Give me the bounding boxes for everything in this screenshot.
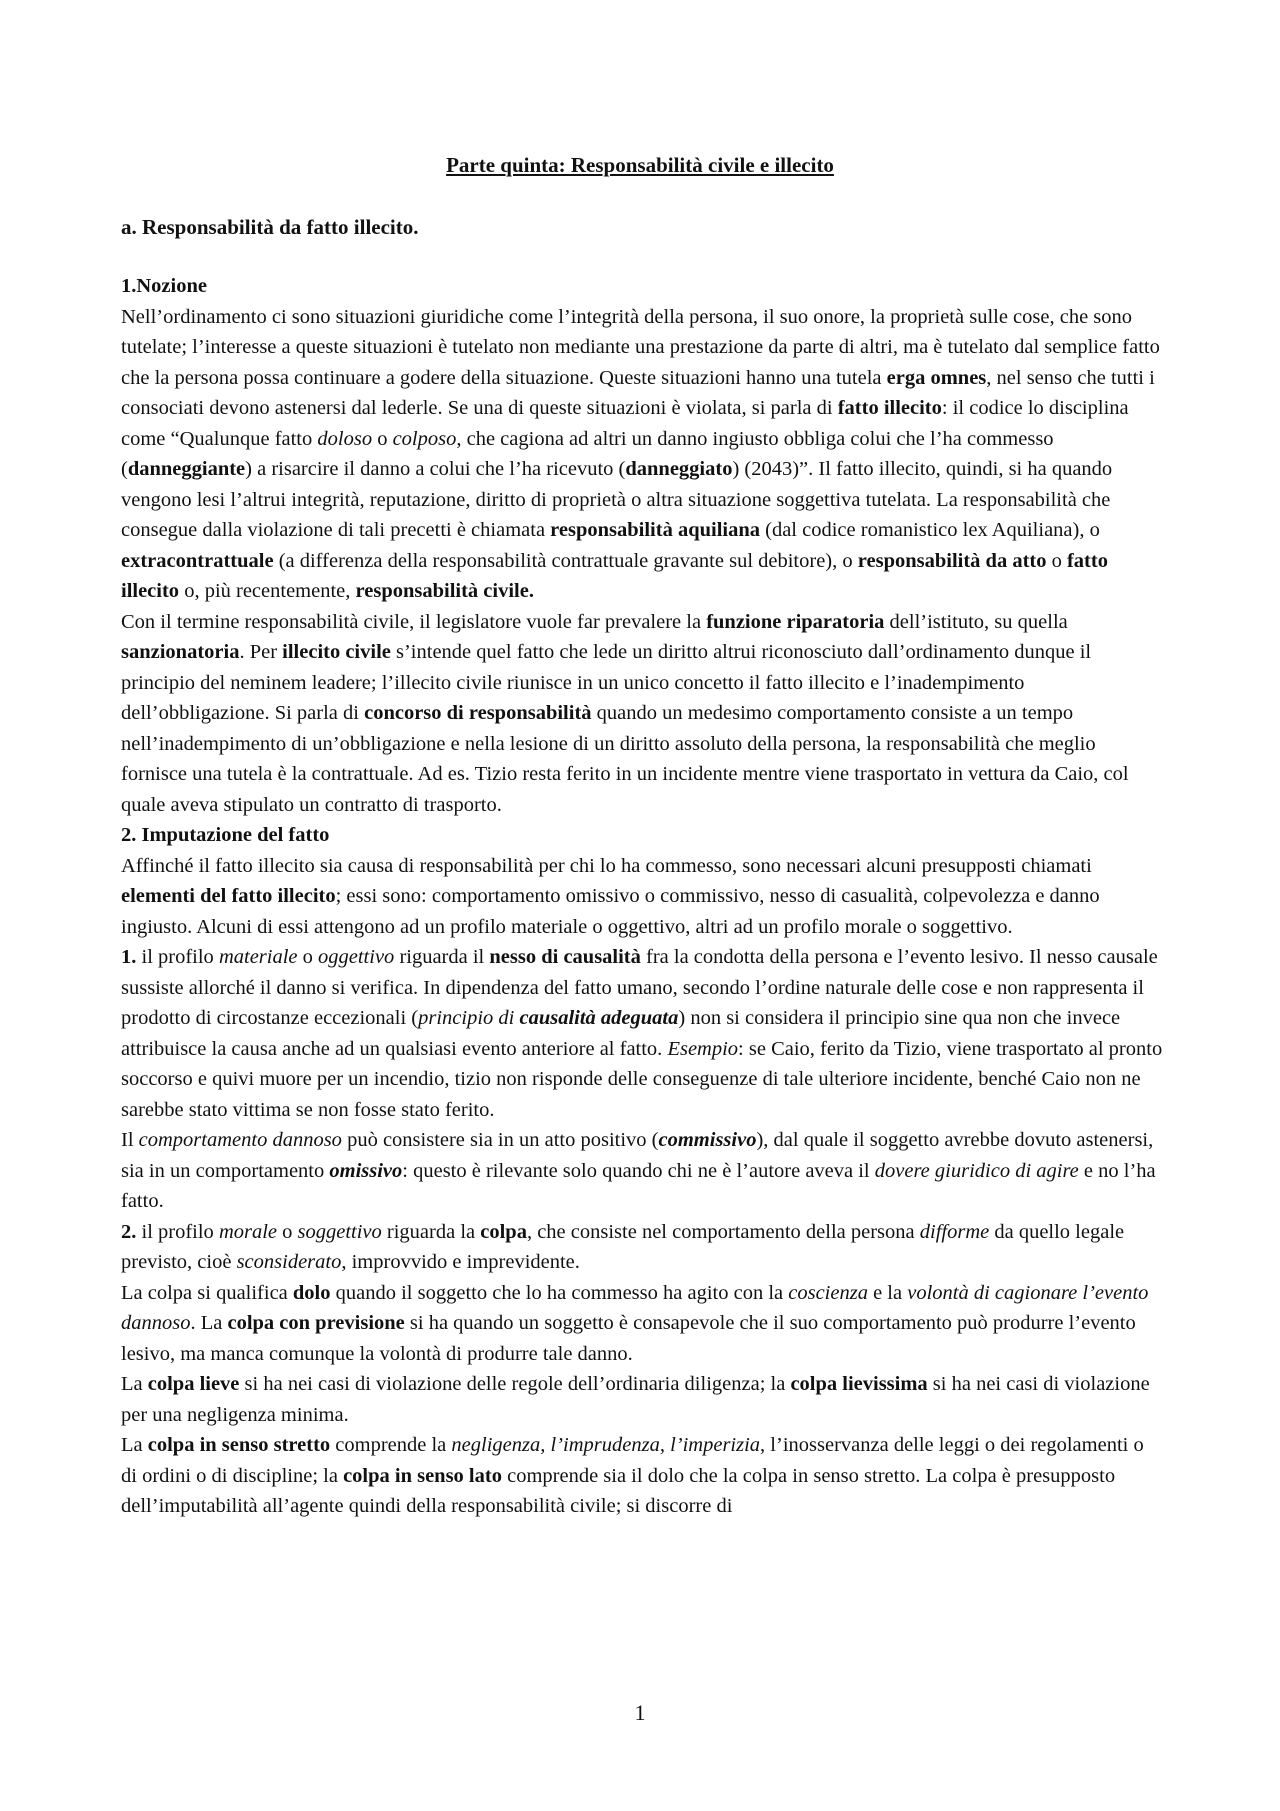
- paragraph: [121, 1217, 1163, 1278]
- text-run: 1.Nozione: [121, 275, 207, 297]
- text-run: Esempio: [667, 1037, 739, 1060]
- text-run: : questo è rilevante solo quando chi ne è l’autore aveva il: [402, 1159, 875, 1182]
- text-run: morale: [218, 1220, 278, 1243]
- text-run: causalità adeguata: [519, 1007, 679, 1029]
- text-run: fatto illecito: [121, 549, 1108, 602]
- body-text: [121, 271, 1163, 1522]
- text-run: colpa lieve: [147, 1373, 240, 1395]
- text-run: 1.: [121, 946, 137, 968]
- text-run: 2. Imputazione del fatto: [121, 824, 330, 846]
- paragraph: [121, 820, 1163, 851]
- text-run: dell’istituto, su quella: [884, 610, 1068, 633]
- text-run: colpa lievissima: [790, 1373, 928, 1395]
- text-run: da quello legale previsto, cioè: [121, 1220, 1125, 1273]
- text-run: La: [121, 1373, 148, 1395]
- text-run: nesso di causalità: [489, 946, 641, 968]
- text-run: coscienza: [788, 1281, 868, 1304]
- text-run: o, più recentemente,: [179, 580, 356, 602]
- text-run: responsabilità aquiliana: [550, 519, 760, 541]
- text-run: l’imperizia: [670, 1434, 761, 1456]
- text-run: il profilo: [136, 946, 219, 968]
- text-run: comprende la: [330, 1434, 452, 1456]
- text-run: riguarda la: [381, 1220, 481, 1243]
- text-run: ,: [659, 1434, 671, 1456]
- text-run: materiale: [218, 946, 298, 968]
- text-run: dovere giuridico di agire: [874, 1159, 1079, 1182]
- text-run: il profilo: [136, 1220, 219, 1243]
- text-run: oggettivo: [318, 946, 395, 968]
- text-run: commissivo: [658, 1129, 757, 1151]
- text-run: erga omnes: [886, 366, 987, 389]
- paragraph: [121, 1278, 1163, 1370]
- text-run: La colpa si qualifica: [121, 1281, 293, 1304]
- text-run: danneggiato: [625, 458, 733, 480]
- text-run: extracontrattuale: [121, 549, 274, 572]
- text-run: Con il termine responsabilità civile, il legislatore vuole far prevalere la: [121, 610, 707, 633]
- text-run: fra la condotta della persona e l’evento lesivo. Il nesso causale sussiste allorché il danno si verifica. In dipendenza del fatto umano, secondo l’ordine naturale delle cose e non rappresenta il prodotto di circostanze eccezionali (: [121, 946, 1158, 1029]
- text-run: Nell’ordinamento ci sono situazioni giuridiche come l’integrità della persona, il suo onore, la proprietà sulle cose, che sono tutelate; l’interesse a queste situazioni è tutelato non mediante una prestazione da parte di altri, ma è tutelato dal semplice fatto che la persona possa continuare a godere della situazione. Queste situazioni hanno una tutela: [121, 305, 1160, 389]
- text-run: Affinché il fatto illecito sia causa di responsabilità per chi lo ha commesso, sono necessari alcuni presupposti chiamati: [121, 854, 1092, 877]
- text-run: ), dal quale il soggetto avrebbe dovuto astenersi, sia in un comportamento: [121, 1129, 1154, 1182]
- text-run: si ha quando un soggetto è consapevole che il suo comportamento può produrre l’evento lesivo, ma manca comunque la volontà di produrre tale danno.: [121, 1312, 1136, 1365]
- text-run: responsabilità da atto: [857, 549, 1047, 572]
- paragraph: [121, 271, 1163, 302]
- text-run: colpa con previsione: [227, 1312, 405, 1334]
- text-run: . La: [190, 1312, 228, 1334]
- text-run: si ha nei casi di violazione per una negligenza minima.: [121, 1373, 1150, 1426]
- text-run: (a differenza della responsabilità contrattuale gravante sul debitore), o: [273, 549, 858, 572]
- text-run: soggettivo: [297, 1220, 382, 1243]
- paragraph: [121, 607, 1163, 821]
- text-run: sanzionatoria: [121, 641, 240, 663]
- text-run: , che cagiona ad altri un danno ingiusto obbliga colui che l’ha commesso (: [121, 427, 1054, 480]
- text-run: può consistere sia in un atto positivo (: [341, 1129, 659, 1151]
- text-run: sconsiderato: [236, 1251, 342, 1273]
- text-run: o: [372, 427, 393, 450]
- text-run: . Per: [239, 641, 283, 663]
- paragraph: [121, 302, 1163, 607]
- paragraph: [121, 1369, 1163, 1430]
- text-run: omissivo: [329, 1159, 403, 1182]
- document-title: Parte quinta: Responsabilità civile e illecito: [446, 153, 834, 177]
- text-run: ) non si considera il principio sine qua non che invece attribuisce la causa anche ad un qualsiasi evento anteriore al fatto.: [121, 1007, 1121, 1060]
- text-run: funzione riparatoria: [706, 610, 885, 633]
- text-run: s’intende quel fatto che lede un diritto altrui riconosciuto dall’ordinamento dunque il principio del neminem leadere; l’illecito civile riunisce in un unico concetto il fatto illecito e l’inadempimento dell’obbligazione. Si parla di: [121, 641, 1092, 724]
- text-run: ) (2043)”. Il fatto illecito, quindi, si ha quando vengono lesi l’altrui integrità, reputazione, diritto di proprietà o altra situazione soggettiva tutelata. La responsabilità che consegue dalla violazione di tali precetti è chiamata: [121, 458, 1113, 541]
- text-run: : il codice lo disciplina come “Qualunque fatto: [121, 397, 1129, 450]
- text-run: La: [121, 1434, 148, 1456]
- text-run: o: [1046, 549, 1067, 572]
- text-run: si ha nei casi di violazione delle regole dell’ordinaria diligenza; la: [239, 1373, 791, 1395]
- text-run: colposo: [392, 427, 457, 450]
- paragraph: [121, 942, 1163, 1125]
- text-run: quando un medesimo comportamento consiste a un tempo nell’inadempimento di un’obbligazione e nella lesione di un diritto assoluto della persona, la responsabilità che meglio fornisce una tutela è la contrattuale. Ad es. Tizio resta ferito in un incidente mentre viene trasportato in vettura da Caio, col quale aveva stipulato un contratto di trasporto.: [121, 702, 1129, 816]
- section-heading: a. Responsabilità da fatto illecito.: [121, 215, 419, 239]
- text-run: doloso: [317, 427, 373, 450]
- page-number: 1: [634, 1700, 646, 1725]
- text-run: Il: [121, 1129, 139, 1151]
- paragraph: [121, 851, 1163, 943]
- text-run: ) a risarcire il danno a colui che l’ha ricevuto (: [245, 458, 626, 480]
- text-run: 2.: [121, 1220, 137, 1243]
- text-run: o: [297, 946, 319, 968]
- text-run: quando il soggetto che lo ha commesso ha agito con la: [330, 1281, 789, 1304]
- text-run: colpa in senso lato: [343, 1464, 502, 1487]
- paragraph: [121, 1430, 1163, 1522]
- text-run: e no l’ha fatto.: [121, 1159, 1156, 1212]
- text-run: , nel senso che tutti i consociati devono astenersi dal lederle. Se una di queste situazioni è violata, si parla di: [121, 366, 1155, 419]
- text-run: negligenza, l’imprudenza: [451, 1434, 660, 1456]
- text-run: difforme: [919, 1220, 990, 1243]
- text-run: (dal codice romanistico lex Aquiliana), o: [760, 519, 1100, 541]
- text-run: illecito civile: [282, 641, 391, 663]
- paragraph: [121, 1125, 1163, 1217]
- text-run: danneggiante: [127, 458, 246, 480]
- text-run: : se Caio, ferito da Tizio, viene trasportato al pronto soccorso e quivi muore per un incendio, tizio non risponde delle conseguenze di tale ulteriore incidente, benché Caio non ne sarebbe stato vittima se non fosse stato ferito.: [121, 1037, 1163, 1121]
- text-run: principio di: [418, 1007, 520, 1029]
- text-run: concorso di responsabilità: [364, 702, 592, 724]
- text-run: colpa in senso stretto: [147, 1434, 331, 1456]
- text-run: dolo: [292, 1281, 331, 1304]
- text-run: comportamento dannoso: [138, 1129, 342, 1151]
- text-run: volontà di cagionare l’evento dannoso: [121, 1281, 1149, 1334]
- text-run: elementi del fatto illecito: [121, 885, 336, 907]
- text-run: , l’inosservanza delle leggi o dei regolamenti o di ordini o di discipline; la: [121, 1434, 1144, 1487]
- text-run: comprende sia il dolo che la colpa in senso stretto. La colpa è presupposto dell’imputabilità all’agente quindi della responsabilità civile; si discorre di: [121, 1464, 1116, 1517]
- text-run: colpa: [480, 1220, 527, 1243]
- text-run: , improvvido e imprevidente.: [341, 1251, 580, 1273]
- text-run: e la: [867, 1281, 908, 1304]
- text-run: fatto illecito: [837, 397, 942, 419]
- text-run: o: [277, 1220, 298, 1243]
- text-run: ; essi sono: comportamento omissivo o commissivo, nesso di casualità, colpevolezza e danno ingiusto. Alcuni di essi attengono ad un profilo materiale o oggettivo, altri ad un profilo morale o soggettivo.: [121, 885, 1100, 938]
- text-run: responsabilità civile.: [355, 580, 534, 602]
- text-run: riguarda il: [394, 946, 490, 968]
- text-run: , che consiste nel comportamento della persona: [526, 1220, 920, 1243]
